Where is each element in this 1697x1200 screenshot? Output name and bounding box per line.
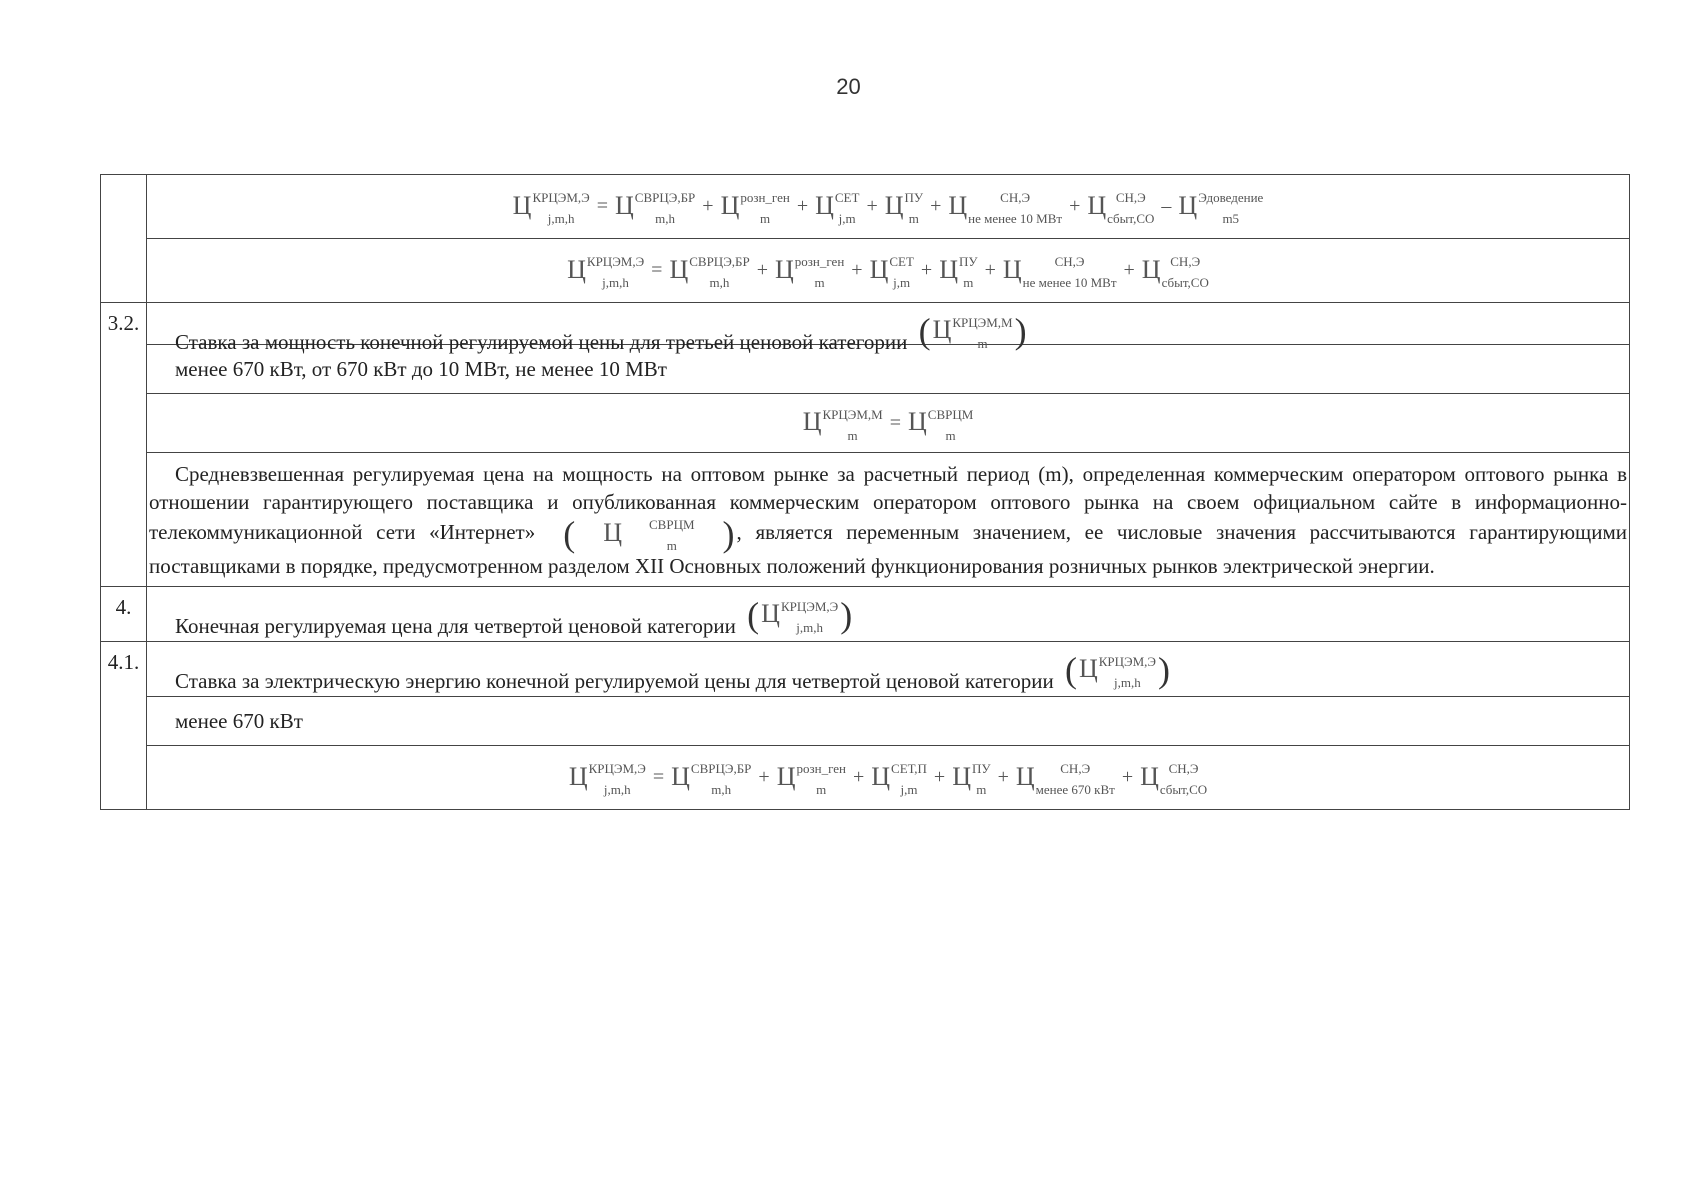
formula-operator: + <box>866 195 878 217</box>
formula-term <box>775 254 845 291</box>
formula-term <box>1078 653 1157 690</box>
term-indices <box>904 190 924 227</box>
formula-operator: + <box>796 195 809 217</box>
symbol-krcem-m <box>931 314 1015 351</box>
term-subscript: m <box>963 275 974 291</box>
table-row <box>101 239 1630 303</box>
section-number-4-1: 4.1. <box>101 642 147 810</box>
right-paren-glyph: ) <box>722 514 735 554</box>
formula-term <box>871 761 927 798</box>
term-base: Ц <box>1141 254 1161 284</box>
term-base: Ц <box>869 254 889 284</box>
formula-operator: + <box>933 766 946 788</box>
term-superscript: КРЦЭМ,Э <box>588 761 646 777</box>
formula-operator: + <box>758 766 770 788</box>
left-paren-glyph: ( <box>1064 650 1077 690</box>
term-superscript: КРЦЭМ,Э <box>532 190 590 206</box>
term-base: Ц <box>1178 190 1198 220</box>
formula-operator: + <box>702 195 714 217</box>
formula-term <box>1140 761 1208 798</box>
term-subscript: сбыт,СО <box>1159 782 1208 798</box>
term-superscript: СВРЦЭ,БР <box>690 761 752 777</box>
term-indices <box>822 406 883 443</box>
formula-operator: + <box>1123 259 1135 281</box>
formula-operator: + <box>1069 195 1081 217</box>
term-indices <box>780 598 839 635</box>
term-superscript: ПУ <box>971 761 991 777</box>
formula-term <box>952 761 991 798</box>
term-superscript: ПУ <box>904 190 924 206</box>
formula-row-6 <box>147 239 1629 302</box>
term-superscript: СЕТ <box>889 254 914 270</box>
row-number-cell <box>101 175 147 303</box>
formula-operator: = <box>651 259 663 281</box>
term-base: Ц <box>884 190 904 220</box>
formula-term <box>815 190 860 227</box>
formula-operator: + <box>756 259 769 281</box>
term-subscript: j,m,h <box>1114 674 1141 690</box>
term-subscript: m5 <box>1222 211 1240 227</box>
subheading-3-2: менее 670 кВт, от 670 кВт до 10 МВт, не менее 10 МВт <box>175 357 667 381</box>
section-heading-cell <box>147 303 1630 354</box>
term-indices <box>689 254 750 291</box>
term-subscript: m <box>816 782 827 798</box>
formula-cell <box>147 394 1630 453</box>
symbol-krcem-e <box>1077 653 1158 690</box>
paragraph-cell <box>147 453 1630 587</box>
term-subscript: сбыт,СО <box>1107 211 1155 227</box>
term-base: Ц <box>669 254 689 284</box>
formula-term <box>568 761 646 798</box>
term-indices <box>968 190 1063 227</box>
term-indices <box>889 254 914 291</box>
table-row <box>101 175 1630 239</box>
term-superscript: СН,Э <box>1060 761 1091 777</box>
section-heading-cell <box>147 587 1630 642</box>
term-base: Ц <box>948 190 968 220</box>
formula-term <box>948 190 1063 227</box>
section-heading-4 <box>147 587 1629 641</box>
term-indices <box>740 190 790 227</box>
formula-term <box>720 190 790 227</box>
formula-term <box>939 254 978 291</box>
term-base: Ц <box>908 407 927 437</box>
term-subscript: m,h <box>711 782 732 798</box>
term-subscript: m,h <box>655 211 675 227</box>
term-subscript: сбыт,СО <box>1161 275 1209 291</box>
term-superscript: КРЦЭМ,Э <box>1098 653 1157 669</box>
term-superscript: розн_ген <box>740 190 790 206</box>
term-subscript: m <box>976 782 987 798</box>
formula-term <box>776 761 846 798</box>
term-indices <box>971 761 991 798</box>
section-heading-cell <box>147 642 1630 697</box>
symbol-svrcm <box>575 517 696 554</box>
heading-text: Ставка за электрическую энергию конечной регулируемой цены для четвертой ценовой категории <box>175 669 1054 693</box>
term-indices <box>588 761 646 798</box>
formula-operator: + <box>1121 766 1134 788</box>
term-superscript: ПУ <box>958 254 978 270</box>
term-superscript: СВРЦЭ,БР <box>689 254 750 270</box>
formula-term <box>615 190 696 227</box>
term-subscript: j,m,h <box>796 619 823 635</box>
formula-operator: + <box>851 259 863 281</box>
formula-operator: + <box>852 766 865 788</box>
term-base: Ц <box>776 761 796 791</box>
heading-text: Конечная регулируемая цена для четвертой ценовой категории <box>175 614 736 638</box>
term-indices <box>794 254 845 291</box>
term-subscript: менее 670 кВт <box>1035 782 1115 798</box>
formula-operator: – <box>1161 195 1172 217</box>
term-indices <box>586 254 645 291</box>
term-base: Ц <box>1140 761 1159 791</box>
term-subscript: j,m <box>838 211 856 227</box>
term-superscript: розн_ген <box>796 761 846 777</box>
term-subscript: m <box>666 538 677 554</box>
term-base: Ц <box>952 761 971 791</box>
term-superscript: КРЦЭМ,Э <box>586 254 645 270</box>
formula-row-1 <box>147 175 1629 238</box>
term-base: Ц <box>871 761 891 791</box>
term-superscript: КРЦЭМ,Э <box>780 598 839 614</box>
paragraph-text-after: , является переменным значением, ее числовые значения рассчитываются гарантирующими поставщиками в порядке, предусмотренном разделом XII Основных положений функционирования розничных рынков электрической энергии. <box>149 519 1627 578</box>
formula-term <box>908 406 974 443</box>
term-base: Ц <box>720 190 740 220</box>
term-subscript: m <box>908 211 919 227</box>
section-number-3-2: 3.2. <box>101 303 147 587</box>
heading-text: Ставка за мощность конечной регулируемой цены для третьей ценовой категории <box>175 330 908 354</box>
term-subscript: m <box>945 427 956 443</box>
term-base: Ц <box>761 599 780 629</box>
table-row <box>101 394 1630 453</box>
term-indices <box>690 761 752 798</box>
table-row <box>101 746 1630 810</box>
formula-term <box>1178 190 1264 227</box>
formula-term <box>1141 254 1209 291</box>
formula-term <box>1087 190 1155 227</box>
section-heading-4-1 <box>147 642 1629 696</box>
formula-term <box>802 406 883 443</box>
term-indices <box>796 761 846 798</box>
term-superscript: КРЦЭМ,М <box>952 314 1013 330</box>
term-base: Ц <box>615 190 634 220</box>
table-row <box>101 642 1630 697</box>
formula-term <box>1002 254 1117 291</box>
term-superscript: розн_ген <box>794 254 845 270</box>
term-indices <box>891 761 927 798</box>
right-paren-glyph: ) <box>1014 311 1027 351</box>
term-superscript: СВРЦЭ,БР <box>634 190 696 206</box>
paragraph-text-before: Средневзвешенная регулируемая цена на мощность на оптовом рынке за расчетный период (m), определенная коммерческим оператором оптового рынка в отношении гарантирующего поставщика и опубликованная коммерческим оператором оптового рынка на своем официальном сайте в информационно-телекоммуникационной сети «Интернет» <box>149 462 1627 544</box>
formula-operator: + <box>930 195 942 217</box>
formula-cell <box>147 746 1630 810</box>
paragraph-svrcm <box>147 453 1629 586</box>
term-subscript: m <box>977 335 988 351</box>
table-row <box>101 587 1630 642</box>
paragraph-symbol <box>537 516 734 552</box>
term-superscript: Эдоведение <box>1198 190 1264 206</box>
table-row <box>101 453 1630 587</box>
term-base: Ц <box>815 190 834 220</box>
formula-operator: = <box>889 411 901 434</box>
term-subscript: j,m <box>900 782 918 798</box>
term-base: Ц <box>568 761 588 791</box>
term-base: Ц <box>1087 190 1107 220</box>
formula-operator: + <box>997 766 1009 788</box>
term-base: Ц <box>603 517 623 547</box>
term-indices <box>1107 190 1155 227</box>
formula-term <box>1015 761 1115 798</box>
formula-operator: + <box>984 259 996 281</box>
term-indices <box>952 314 1013 351</box>
formula-operator: + <box>920 259 933 281</box>
term-base: Ц <box>671 761 690 791</box>
term-subscript: m <box>847 427 858 443</box>
formula-operator: = <box>652 766 665 788</box>
term-superscript: СН,Э <box>1115 190 1146 206</box>
right-paren-glyph: ) <box>840 595 853 635</box>
term-base: Ц <box>775 254 794 284</box>
heading-symbol <box>1065 652 1170 688</box>
term-subscript: m,h <box>709 275 730 291</box>
formula-term <box>932 314 1013 351</box>
section-heading-3-2 <box>147 303 1629 354</box>
formula-cell <box>147 239 1630 303</box>
term-superscript: СН,Э <box>1054 254 1085 270</box>
term-indices <box>623 517 695 554</box>
formula-term <box>761 598 839 635</box>
term-superscript: СЕТ <box>834 190 860 206</box>
term-indices <box>532 190 590 227</box>
term-base: Ц <box>512 190 532 220</box>
formula-term <box>567 254 645 291</box>
right-paren-glyph: ) <box>1158 650 1171 690</box>
term-superscript: СН,Э <box>1168 761 1199 777</box>
term-superscript: СН,Э <box>1000 190 1031 206</box>
term-indices <box>1159 761 1208 798</box>
term-subscript: не менее 10 МВт <box>1022 275 1117 291</box>
subheading-4-1: менее 670 кВт <box>175 709 303 733</box>
formula-term <box>671 761 752 798</box>
left-paren-glyph: ( <box>918 311 931 351</box>
formula-term <box>869 254 914 291</box>
term-subscript: не менее 10 МВт <box>968 211 1063 227</box>
term-subscript: j,m <box>893 275 911 291</box>
term-superscript: СЕТ,П <box>891 761 927 777</box>
term-indices <box>1035 761 1115 798</box>
section-number-4: 4. <box>101 587 147 642</box>
formula-operator: = <box>596 195 608 217</box>
term-indices <box>834 190 860 227</box>
term-base: Ц <box>567 254 586 284</box>
term-indices <box>927 406 974 443</box>
page-number: 20 <box>836 74 861 99</box>
heading-symbol <box>919 313 1027 349</box>
term-superscript: СВРЦМ <box>927 406 974 422</box>
term-superscript: СВРЦМ <box>649 517 695 533</box>
term-base: Ц <box>1015 761 1035 791</box>
formula-cet-p <box>147 746 1629 809</box>
term-indices <box>1098 653 1157 690</box>
table-row <box>101 303 1630 345</box>
term-superscript: КРЦЭМ,М <box>822 406 883 422</box>
formula-cell <box>147 175 1630 239</box>
term-base: Ц <box>802 407 822 437</box>
term-base: Ц <box>1002 254 1022 284</box>
price-table <box>100 174 1630 810</box>
formula-term <box>884 190 924 227</box>
term-indices <box>1198 190 1264 227</box>
subheading-cell <box>147 697 1630 746</box>
term-indices <box>958 254 978 291</box>
term-indices <box>1161 254 1209 291</box>
term-superscript: СН,Э <box>1170 254 1201 270</box>
table-row <box>101 697 1630 746</box>
formula-term <box>512 190 590 227</box>
term-indices <box>634 190 696 227</box>
formula-term <box>669 254 750 291</box>
left-paren-glyph: ( <box>747 595 760 635</box>
formula-term <box>577 517 695 554</box>
heading-symbol <box>747 597 852 633</box>
term-subscript: m <box>814 275 825 291</box>
term-subscript: j,m,h <box>602 275 629 291</box>
symbol-krcem-e <box>759 598 840 635</box>
term-subscript: j,m,h <box>547 211 575 227</box>
formula-krcem-m <box>147 394 1629 452</box>
term-subscript: j,m,h <box>603 782 631 798</box>
term-base: Ц <box>939 254 958 284</box>
term-base: Ц <box>1078 654 1098 684</box>
left-paren-glyph: ( <box>563 514 576 554</box>
term-subscript: m <box>760 211 771 227</box>
term-indices <box>1022 254 1117 291</box>
term-base: Ц <box>932 315 952 345</box>
